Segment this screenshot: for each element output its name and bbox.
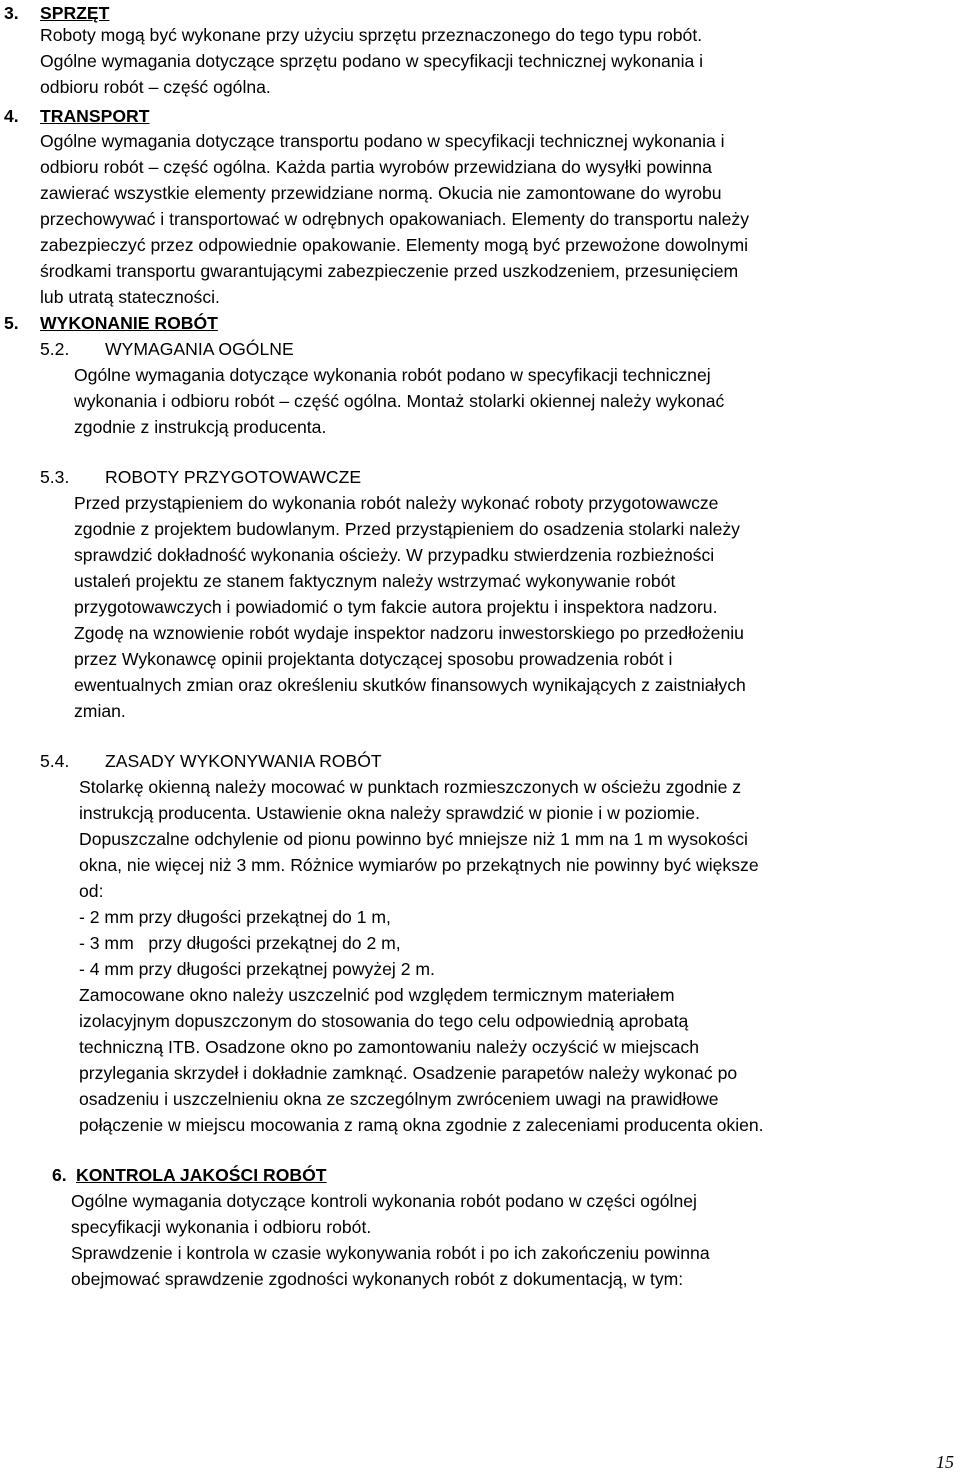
paragraph-line: instrukcją producenta. Ustawienie okna należy sprawdzić w pionie i w poziomie. (79, 803, 700, 823)
paragraph-line: okna, nie więcej niż 3 mm. Różnice wymiarów po przekątnych nie powinny być większe (79, 855, 759, 875)
paragraph-line: przez Wykonawcę opinii projektanta dotyczącej sposobu prowadzenia robót i (74, 649, 673, 669)
paragraph-line: obejmować sprawdzenie zgodności wykonanych robót z dokumentacją, w tym: (71, 1269, 684, 1289)
paragraph-line: zabezpieczyć przez odpowiednie opakowanie. Elementy mogą być przewożone dowolnymi (40, 235, 749, 255)
paragraph-line: przylegania skrzydeł i dokładnie zamknąć. Osadzenie parapetów należy wykonać po (79, 1063, 738, 1083)
paragraph-line: Ogólne wymagania dotyczące kontroli wykonania robót podano w części ogólnej (71, 1191, 697, 1211)
paragraph-line: przechowywać i transportować w odrębnych opakowaniach. Elementy do transportu należy (40, 209, 750, 229)
paragraph-line: odbioru robót – część ogólna. (40, 77, 271, 97)
list-item: - 4 mm przy długości przekątnej powyżej 2 m. (79, 959, 435, 979)
paragraph-line: Stolarkę okienną należy mocować w punktach rozmieszczonych w ościeżu zgodnie z (79, 777, 742, 797)
section-5-number: 5. (4, 313, 19, 333)
subsection-5-4-number: 5.4. (40, 751, 70, 771)
paragraph-line: techniczną ITB. Osadzone okno po zamontowaniu należy oczyścić w miejscach (79, 1037, 699, 1057)
paragraph-line: izolacyjnym dopuszczonym do stosowania do tego celu odpowiednią aprobatą (79, 1011, 689, 1031)
paragraph-line: Ogólne wymagania dotyczące wykonania robót podano w specyfikacji technicznej (74, 365, 711, 385)
paragraph-line: wykonania i odbioru robót – część ogólna. Montaż stolarki okiennej należy wykonać (74, 391, 725, 411)
paragraph-line: przygotowawczych i powiadomić o tym fakcie autora projektu i inspektora nadzoru. (74, 597, 718, 617)
paragraph-line: od: (79, 881, 104, 901)
paragraph-line: lub utratą stateczności. (40, 287, 220, 307)
paragraph-line: Zamocowane okno należy uszczelnić pod względem termicznym materiałem (79, 985, 675, 1005)
paragraph-line: ewentualnych zmian oraz określeniu skutków finansowych wynikających z zaistniałych (74, 675, 746, 695)
paragraph-line: sprawdzić dokładność wykonania ościeży. W przypadku stwierdzenia rozbieżności (74, 545, 715, 565)
paragraph-line: zmian. (74, 701, 126, 721)
paragraph-line: zgodnie z instrukcją producenta. (74, 417, 327, 437)
subsection-5-2-heading: WYMAGANIA OGÓLNE (105, 339, 294, 359)
paragraph-line: Sprawdzenie i kontrola w czasie wykonywania robót i po ich zakończeniu powinna (71, 1243, 710, 1263)
paragraph-line: Zgodę na wznowienie robót wydaje inspektor nadzoru inwestorskiego po przedłożeniu (74, 623, 744, 643)
subsection-5-4-heading: ZASADY WYKONYWANIA ROBÓT (105, 751, 382, 771)
section-3-number: 3. (4, 3, 19, 23)
paragraph-line: specyfikacji wykonania i odbioru robót. (71, 1217, 372, 1237)
page-number: 15 (936, 1452, 954, 1472)
paragraph-line: osadzeniu i uszczelnieniu okna ze szczególnym zwróceniem uwagi na prawidłowe (79, 1089, 719, 1109)
paragraph-line: Dopuszczalne odchylenie od pionu powinno być mniejsze niż 1 mm na 1 m wysokości (79, 829, 748, 849)
list-item: - 3 mm przy długości przekątnej do 2 m, (79, 933, 401, 953)
section-3-heading: SPRZĘT (40, 3, 110, 23)
paragraph-line: środkami transportu gwarantującymi zabezpieczenie przed uszkodzeniem, przesunięciem (40, 261, 739, 281)
paragraph-line: ustaleń projektu ze stanem faktycznym należy wstrzymać wykonywanie robót (74, 571, 676, 591)
section-4-heading: TRANSPORT (40, 106, 150, 126)
paragraph-line: Przed przystąpieniem do wykonania robót należy wykonać roboty przygotowawcze (74, 493, 719, 513)
list-item: - 2 mm przy długości przekątnej do 1 m, (79, 907, 391, 927)
paragraph-line: zgodnie z projektem budowlanym. Przed przystąpieniem do osadzenia stolarki należy (74, 519, 740, 539)
paragraph-line: Ogólne wymagania dotyczące transportu podano w specyfikacji technicznej wykonania i (40, 131, 725, 151)
section-5-heading: WYKONANIE ROBÓT (40, 313, 218, 333)
paragraph-line: zawierać wszystkie elementy przewidziane normą. Okucia nie zamontowane do wyrobu (40, 183, 722, 203)
section-6-heading: KONTROLA JAKOŚCI ROBÓT (76, 1165, 327, 1185)
subsection-5-3-heading: ROBOTY PRZYGOTOWAWCZE (105, 467, 362, 487)
section-6-number: 6. (52, 1165, 67, 1185)
paragraph-line: Roboty mogą być wykonane przy użyciu sprzętu przeznaczonego do tego typu robót. (40, 25, 703, 45)
paragraph-line: Ogólne wymagania dotyczące sprzętu podano w specyfikacji technicznej wykonania i (40, 51, 704, 71)
subsection-5-3-number: 5.3. (40, 467, 70, 487)
paragraph-line: odbioru robót – część ogólna. Każda partia wyrobów przewidziana do wysyłki powinna (40, 157, 712, 177)
subsection-5-2-number: 5.2. (40, 339, 70, 359)
section-4-number: 4. (4, 106, 19, 126)
paragraph-line: połączenie w miejscu mocowania z ramą okna zgodnie z zaleceniami producenta okien. (79, 1115, 764, 1135)
